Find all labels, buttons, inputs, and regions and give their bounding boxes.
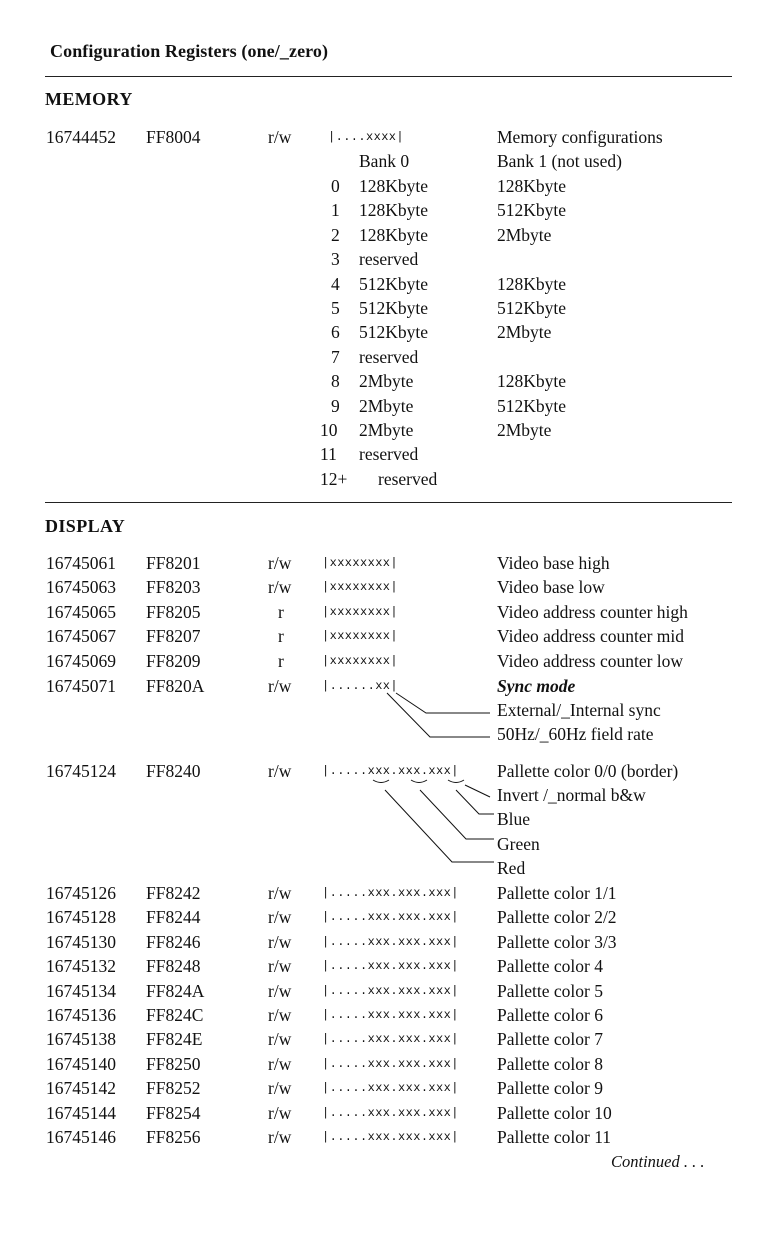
- register-hex: FF8252: [146, 1078, 201, 1099]
- config-number: 11: [320, 444, 337, 465]
- callout-line-external-sync: [396, 693, 490, 713]
- config-bank0: 2Mbyte: [359, 420, 414, 440]
- register-hex: FF8242: [146, 883, 201, 903]
- palette-bit-label-invert: Invert /_normal b&w: [497, 785, 646, 805]
- palette-bit-label-red: Red: [497, 858, 526, 878]
- register-hex: FF8205: [146, 601, 201, 622]
- config-bank0: 512Kbyte: [359, 298, 429, 318]
- config-bank0: reserved: [378, 468, 438, 489]
- register-description: Pallette color 8: [497, 1053, 603, 1074]
- register-hex: FF824E: [146, 1029, 203, 1050]
- register-bits: |.....xxx.xxx.xxx|: [322, 983, 459, 998]
- register-access: r/w: [268, 1127, 292, 1147]
- register-decimal: 16745132: [46, 956, 116, 977]
- register-access: r/w: [268, 956, 292, 977]
- sync-mode-heading: Sync mode: [497, 676, 576, 696]
- register-hex: FF8250: [146, 1053, 201, 1074]
- display-rule: [45, 502, 732, 503]
- config-number: 9: [331, 395, 340, 416]
- register-description: Pallette color 2/2: [497, 907, 617, 928]
- register-hex: FF8248: [146, 956, 201, 977]
- register-description: Pallette color 7: [497, 1029, 603, 1050]
- config-bank1: 2Mbyte: [497, 224, 552, 245]
- palette-bit-label-green: Green: [497, 834, 540, 854]
- register-access: r/w: [268, 761, 292, 781]
- config-bank0: reserved: [359, 444, 419, 465]
- register-bits: |.....xxx.xxx.xxx|: [322, 1130, 459, 1144]
- callout-line-blue: [456, 790, 494, 814]
- register-decimal: 16745061: [46, 553, 116, 573]
- config-number: 3: [331, 249, 340, 270]
- register-description: Pallette color 11: [497, 1127, 612, 1147]
- config-number: 2: [331, 224, 340, 245]
- register-description: Memory configurations: [497, 127, 663, 147]
- config-bank1: 512Kbyte: [497, 200, 567, 221]
- register-hex: FF8256: [146, 1127, 201, 1147]
- register-access: r: [278, 601, 284, 622]
- register-decimal: 16745126: [46, 883, 116, 903]
- register-description: Pallette color 6: [497, 1005, 603, 1025]
- register-hex: FF8203: [146, 577, 201, 598]
- register-decimal: 16745067: [46, 626, 116, 647]
- register-decimal: 16745069: [46, 650, 116, 671]
- register-bits: |.....xxx.xxx.xxx|: [322, 1105, 459, 1120]
- config-number: 12+: [320, 468, 348, 489]
- config-number: 8: [331, 371, 340, 392]
- register-bits: |.....xxx.xxx.xxx|: [322, 934, 459, 949]
- register-decimal: 16745142: [46, 1078, 116, 1099]
- register-description: Pallette color 3/3: [497, 931, 617, 952]
- callout-line-red: [385, 790, 494, 862]
- register-access: r/w: [268, 1005, 292, 1025]
- config-bank0: reserved: [359, 249, 419, 270]
- register-access: r: [278, 650, 284, 671]
- register-hex: FF824C: [146, 1005, 204, 1025]
- register-hex: FF824A: [146, 980, 205, 1001]
- register-access: r/w: [268, 980, 292, 1001]
- callout-line-invert: [465, 785, 490, 797]
- register-description: Pallette color 5: [497, 980, 603, 1001]
- register-access: r/w: [268, 553, 292, 573]
- register-description: Video address counter mid: [497, 626, 685, 647]
- register-access: r/w: [268, 127, 292, 147]
- register-description: Video address counter low: [497, 650, 684, 671]
- config-bank0: 128Kbyte: [359, 176, 429, 196]
- bank0-header: Bank 0: [359, 151, 410, 171]
- bank1-header: Bank 1 (not used): [497, 151, 622, 171]
- register-hex: FF8207: [146, 626, 201, 647]
- register-decimal: 16745065: [46, 601, 116, 622]
- config-bank1: 128Kbyte: [497, 176, 567, 196]
- register-hex: FF8209: [146, 650, 201, 671]
- config-bank0: 512Kbyte: [359, 322, 429, 343]
- register-bits: |.....xxx.xxx.xxx|: [322, 959, 459, 974]
- config-number: 5: [331, 298, 340, 318]
- register-decimal: 16744452: [46, 127, 116, 147]
- register-hex: FF8201: [146, 553, 201, 573]
- register-description: Pallette color 1/1: [497, 883, 617, 903]
- register-bits: |....xxxx|: [328, 130, 405, 144]
- register-bits: |.....xxx.xxx.xxx|: [322, 1032, 459, 1047]
- config-number: 0: [331, 176, 340, 196]
- register-decimal: 16745140: [46, 1053, 116, 1074]
- register-decimal: 16745136: [46, 1005, 116, 1025]
- config-bank1: 128Kbyte: [497, 273, 567, 294]
- register-bits: |xxxxxxxx|: [322, 604, 399, 619]
- memory-section-title: MEMORY: [45, 89, 133, 109]
- config-bank1: 512Kbyte: [497, 298, 567, 318]
- register-access: r/w: [268, 577, 292, 598]
- register-hex: FF820A: [146, 676, 205, 696]
- config-bank1: 128Kbyte: [497, 371, 567, 392]
- register-bits: |......xx|: [322, 679, 399, 693]
- config-number: 6: [331, 322, 340, 343]
- config-bank1: 2Mbyte: [497, 322, 552, 343]
- config-number: 1: [331, 200, 340, 221]
- register-bits: |xxxxxxxx|: [322, 580, 399, 595]
- config-number: 7: [331, 346, 340, 367]
- register-bits: |.....xxx.xxx.xxx|: [322, 764, 459, 778]
- register-decimal: 16745128: [46, 907, 116, 928]
- register-description: Video base high: [497, 553, 610, 573]
- register-hex: FF8004: [146, 127, 201, 147]
- register-bits: |.....xxx.xxx.xxx|: [322, 886, 459, 900]
- register-hex: FF8244: [146, 907, 201, 928]
- sync-bit-label-external: External/_Internal sync: [497, 700, 661, 720]
- callout-line-green: [420, 790, 494, 839]
- register-description: Video base low: [497, 577, 605, 598]
- register-bits: |.....xxx.xxx.xxx|: [322, 1081, 459, 1096]
- config-bank0: 128Kbyte: [359, 224, 429, 245]
- register-access: r/w: [268, 1102, 292, 1123]
- config-bank0: 512Kbyte: [359, 273, 429, 294]
- continued-footer: Continued . . .: [611, 1152, 705, 1171]
- register-access: r/w: [268, 931, 292, 952]
- sync-bit-label-field-rate: 50Hz/_60Hz field rate: [497, 724, 654, 744]
- register-decimal: 16745134: [46, 980, 116, 1001]
- register-decimal: 16745124: [46, 761, 116, 781]
- register-description: Pallette color 10: [497, 1102, 612, 1123]
- register-access: r: [278, 626, 284, 647]
- register-hex: FF8254: [146, 1102, 201, 1123]
- register-access: r/w: [268, 1078, 292, 1099]
- register-decimal: 16745130: [46, 931, 116, 952]
- display-section-title: DISPLAY: [45, 516, 126, 536]
- page-title: Configuration Registers (one/_zero): [50, 41, 329, 61]
- register-access: r/w: [268, 1029, 292, 1050]
- register-bits: |xxxxxxxx|: [322, 653, 399, 668]
- callout-line-field-rate: [387, 693, 490, 737]
- register-description: Pallette color 9: [497, 1078, 603, 1099]
- register-bits: |xxxxxxxx|: [322, 629, 399, 644]
- register-description: Pallette color 4: [497, 956, 603, 977]
- register-bits: |.....xxx.xxx.xxx|: [322, 1008, 459, 1022]
- register-bits: |.....xxx.xxx.xxx|: [322, 910, 459, 925]
- config-bank0: 2Mbyte: [359, 395, 414, 416]
- header-rule: [45, 76, 732, 77]
- register-access: r/w: [268, 883, 292, 903]
- config-number: 4: [331, 273, 340, 294]
- register-hex: FF8240: [146, 761, 201, 781]
- config-bank1: 2Mbyte: [497, 420, 552, 440]
- config-bank0: reserved: [359, 346, 419, 367]
- config-bank1: 512Kbyte: [497, 395, 567, 416]
- register-description: Pallette color 0/0 (border): [497, 761, 679, 781]
- register-access: r/w: [268, 1053, 292, 1074]
- register-bits: |.....xxx.xxx.xxx|: [322, 1056, 459, 1071]
- register-hex: FF8246: [146, 931, 201, 952]
- register-decimal: 16745146: [46, 1127, 116, 1147]
- config-bank0: 2Mbyte: [359, 371, 414, 392]
- config-bank0: 128Kbyte: [359, 200, 429, 221]
- register-decimal: 16745063: [46, 577, 116, 598]
- register-decimal: 16745138: [46, 1029, 116, 1050]
- register-description: Video address counter high: [497, 601, 688, 622]
- register-access: r/w: [268, 676, 292, 696]
- register-decimal: 16745144: [46, 1102, 116, 1123]
- register-decimal: 16745071: [46, 676, 116, 696]
- register-bits: |xxxxxxxx|: [322, 556, 399, 570]
- register-access: r/w: [268, 907, 292, 928]
- config-number: 10: [320, 420, 338, 440]
- palette-bit-label-blue: Blue: [497, 809, 531, 829]
